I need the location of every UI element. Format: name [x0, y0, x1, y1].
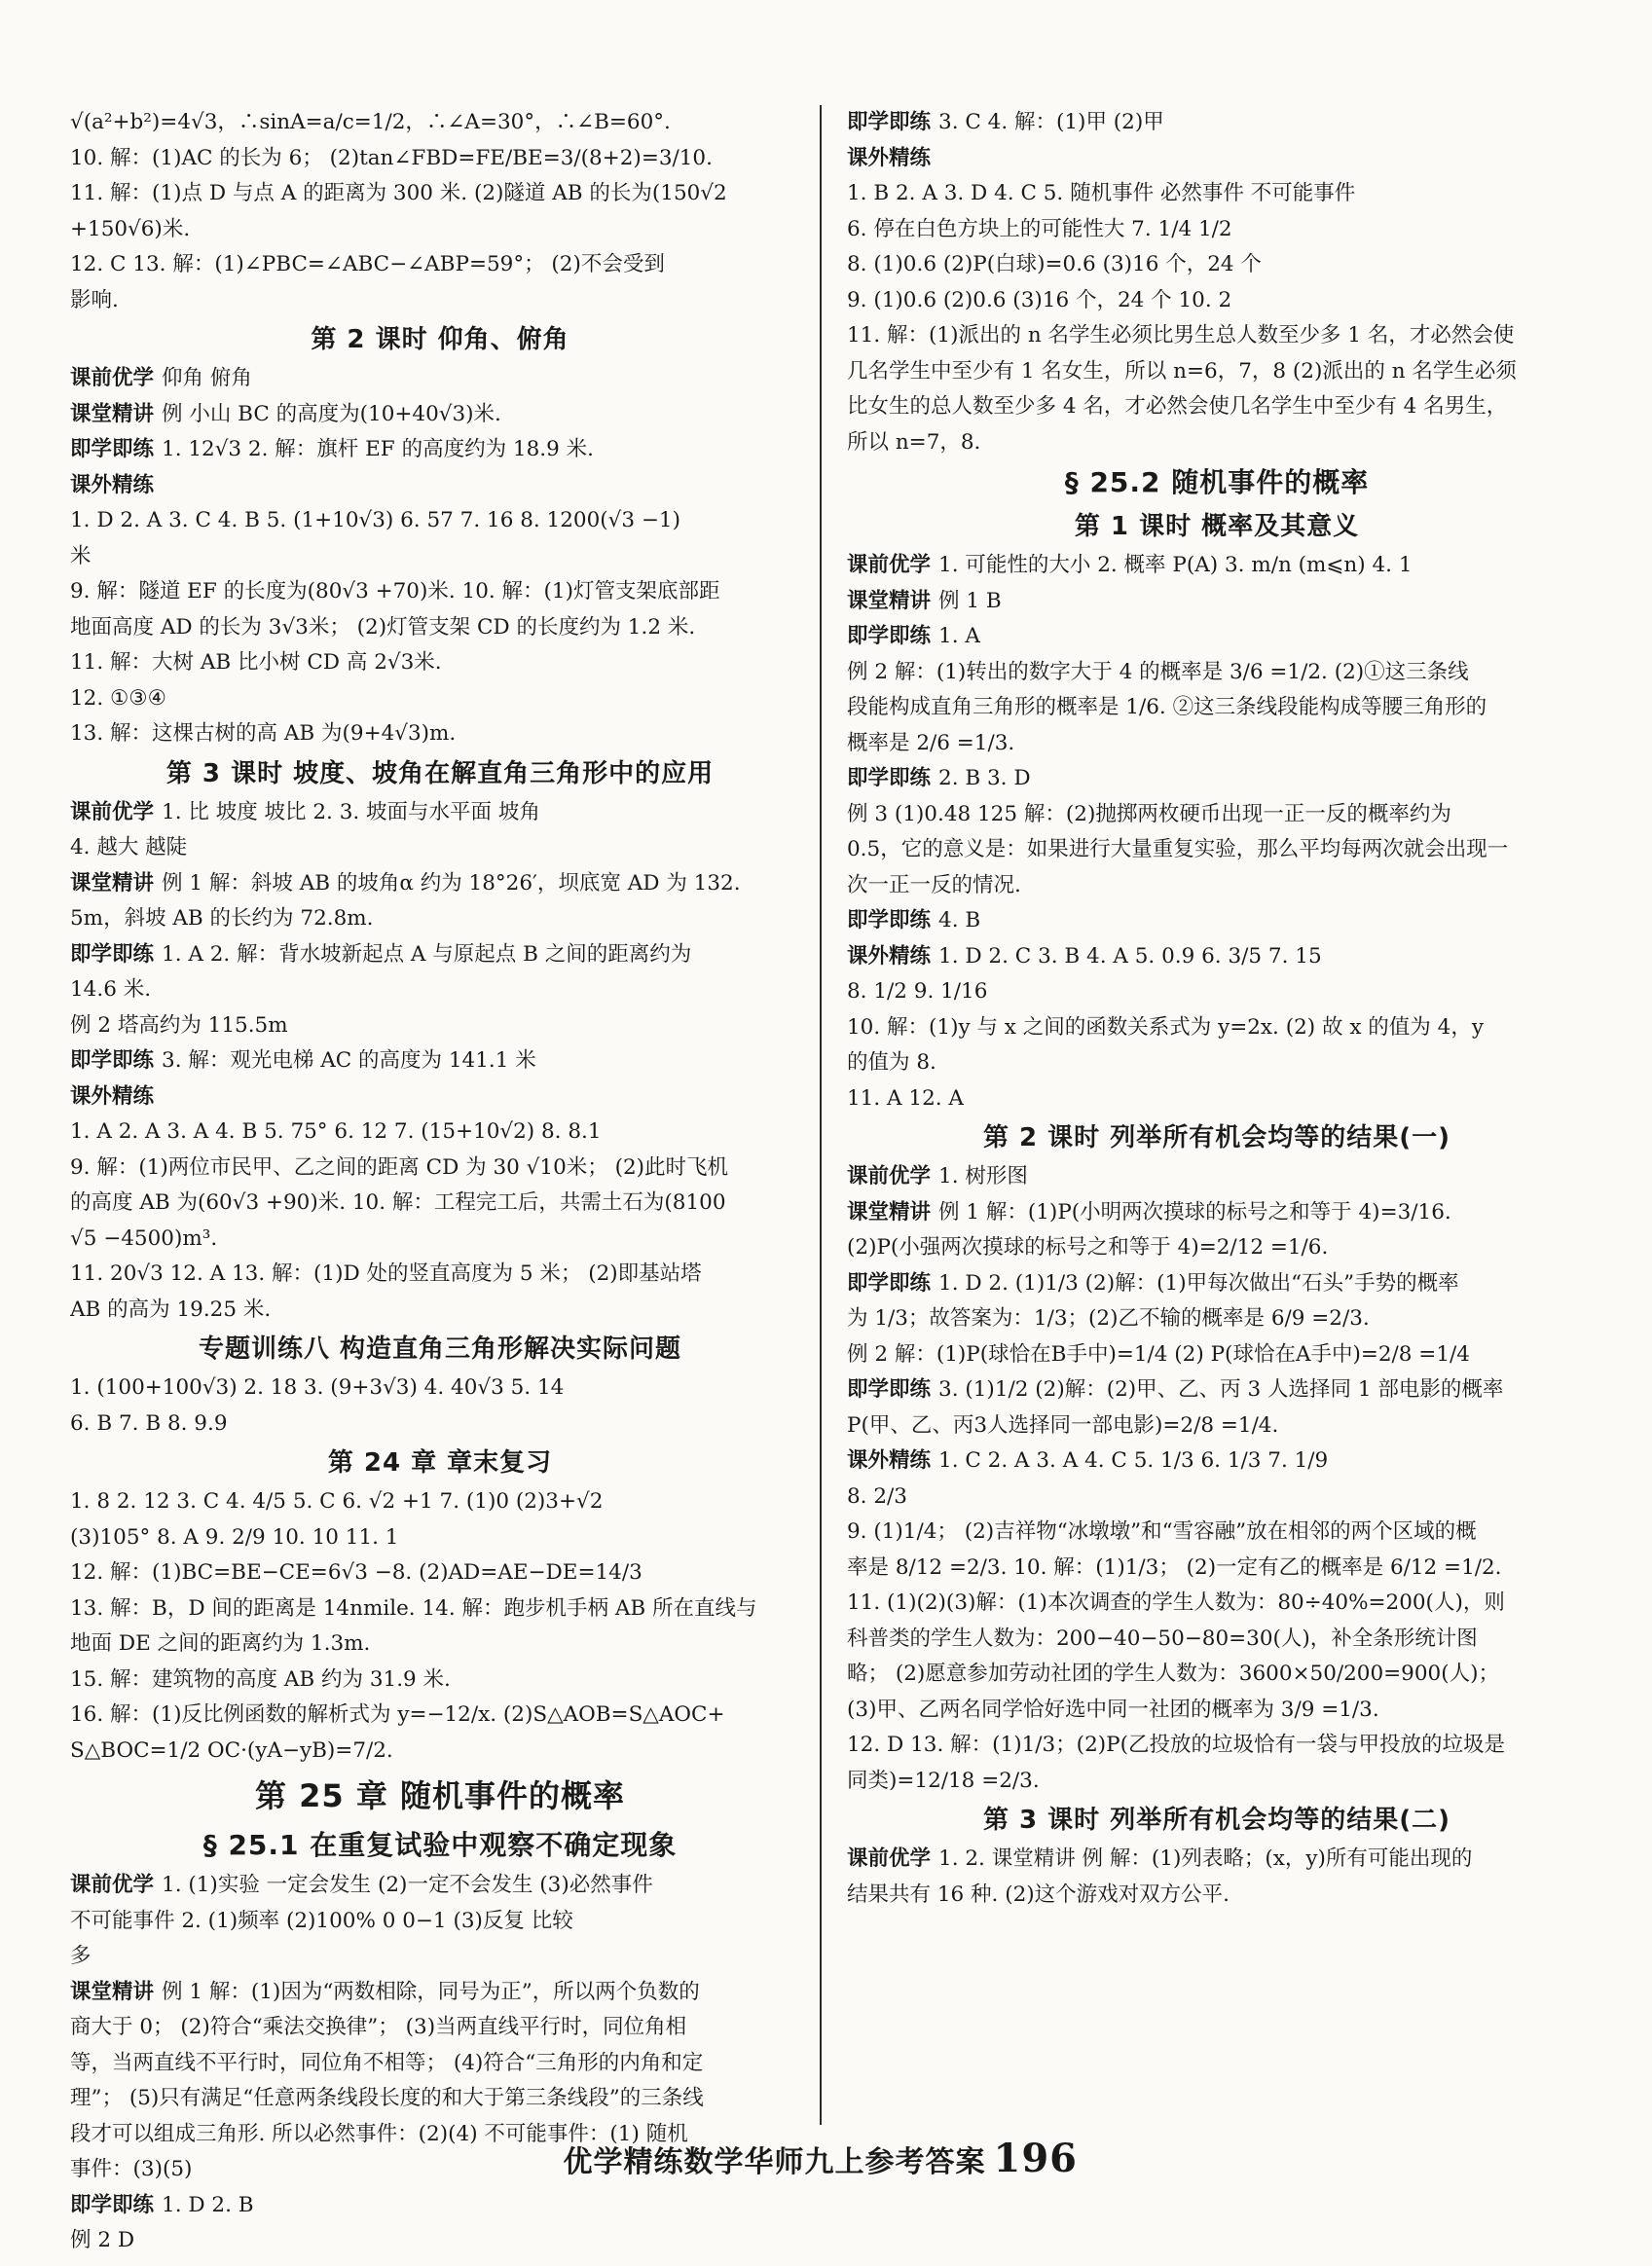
answer-label: 即学即练	[847, 766, 932, 790]
footer-title: 优学精练数学华师九上参考答案	[563, 2145, 986, 2179]
answer-line	[70, 432, 810, 468]
answer-text: 11. 解：(1)派出的 n 名学生必须比男生总人数至少多 1 名，才必然会使	[847, 323, 1515, 347]
answer-line	[70, 574, 810, 610]
answer-label: 即学即练	[70, 1048, 155, 1073]
answer-text: 2. B 3. D	[938, 766, 1031, 790]
answer-text: 第 1 课时 概率及其意义	[1074, 512, 1360, 541]
answer-text: 例 1 解：(1)P(小明两次摸球的标号之和等于 4)=3/16.	[938, 1199, 1451, 1224]
answer-text: 4. 越大 越陡	[70, 835, 188, 859]
answer-text: 13. 解：这棵古树的高 AB 为(9+4√3)m.	[70, 721, 457, 746]
answer-line	[847, 1586, 1587, 1622]
section-heading	[70, 1442, 810, 1484]
answer-text: 所以 n=7，8.	[847, 429, 981, 455]
answer-line	[70, 1407, 810, 1443]
answer-text: 米	[70, 543, 92, 568]
answer-label: 课外精练	[847, 145, 932, 170]
answer-line	[847, 176, 1587, 212]
answer-line	[70, 212, 810, 248]
answer-text: 1. 树形图	[938, 1164, 1028, 1188]
answer-line	[70, 539, 810, 575]
answer-line	[847, 797, 1587, 833]
answer-line	[847, 655, 1587, 691]
answer-text: 1. A 2. 解：背水坡新起点 A 与原起点 B 之间的距离约为	[162, 941, 692, 967]
answer-line	[847, 1266, 1587, 1302]
section-heading	[70, 752, 810, 795]
answer-line	[70, 361, 810, 397]
page-number: 196	[993, 2136, 1078, 2181]
answer-text: 3. C 4. 解：(1)甲 (2)甲	[938, 110, 1164, 134]
answer-text: (2)P(小强两次摸球的标号之和等于 4)=2/12 =1/6.	[847, 1235, 1329, 1260]
answer-text: 地面 DE 之间的距离约为 1.3m.	[70, 1631, 371, 1656]
answer-line	[70, 1151, 810, 1187]
answer-label: 课前优学	[70, 799, 155, 824]
answer-label: 课前优学	[847, 553, 932, 577]
answer-line	[847, 1010, 1587, 1046]
answer-line	[70, 2081, 810, 2117]
answer-line	[70, 1222, 810, 1258]
answer-line	[70, 681, 810, 717]
answer-line	[70, 397, 810, 433]
chapter-heading	[70, 1769, 810, 1823]
answer-label: 即学即练	[70, 941, 155, 967]
answer-label: 课堂精讲	[70, 870, 155, 895]
answer-label: 课堂精讲	[847, 1199, 932, 1224]
answer-line	[70, 1257, 810, 1293]
answer-line	[70, 1186, 810, 1222]
answer-text: 13. 解：B，D 间的距离是 14nmile. 14. 解：跑步机手柄 AB 所在直线与	[70, 1595, 757, 1621]
answer-label: 即学即练	[847, 908, 932, 932]
answer-text: 等，当两直线不平行时，同位角不相等； (4)符合“三角形的内角和定	[70, 2050, 704, 2075]
answer-line	[847, 832, 1587, 868]
answer-label: 课前优学	[847, 1164, 932, 1188]
answer-text: 11. 20√3 12. A 13. 解：(1)D 处的竖直高度为 5 米； (2)即基站塔	[70, 1261, 702, 1286]
answer-line	[847, 619, 1587, 655]
answer-label: 即学即练	[847, 1270, 932, 1296]
answer-line	[847, 318, 1587, 354]
answer-line	[70, 1555, 810, 1591]
answer-label: 课外精练	[847, 943, 932, 969]
answer-line	[70, 1520, 810, 1556]
answer-text: 专题训练八 构造直角三角形解决实际问题	[198, 1334, 682, 1364]
answer-text: 例 2 塔高约为 115.5m	[70, 1012, 288, 1038]
answer-text: 例 3 (1)0.48 125 解：(2)抛掷两枚硬币出现一正一反的概率约为	[847, 801, 1451, 826]
answer-text: 多	[70, 1944, 92, 1968]
answer-line	[847, 1842, 1587, 1878]
answer-line	[70, 2223, 810, 2259]
answer-text: √(a²+b²)=4√3，∴sinA=a/c=1/2，∴∠A=30°，∴∠B=60°.	[70, 110, 671, 134]
answer-text: § 25.2 随机事件的概率	[1064, 466, 1370, 498]
answer-text: 14.6 米.	[70, 977, 152, 1002]
answer-line	[847, 1081, 1587, 1117]
answer-line	[70, 901, 810, 937]
answer-line	[847, 761, 1587, 797]
answer-line	[847, 1408, 1587, 1444]
answer-line	[70, 1698, 810, 1734]
answer-line	[847, 212, 1587, 248]
answer-text: 例 1 B	[938, 588, 1002, 613]
answer-line	[70, 105, 810, 141]
answer-line	[70, 2046, 810, 2082]
answer-line	[70, 937, 810, 973]
answer-text: 为 1/3；故答案为：1/3；(2)乙不输的概率是 6/9 =2/3.	[847, 1306, 1370, 1331]
answer-text: 第 2 课时 仰角、俯角	[311, 325, 569, 354]
answer-text: 第 25 章 随机事件的概率	[255, 1777, 625, 1814]
section-heading	[847, 1799, 1587, 1842]
answer-text: 11. 解：(1)点 D 与点 A 的距离为 300 米. (2)隧道 AB 的长为(150√2	[70, 181, 727, 205]
answer-line	[70, 1371, 810, 1407]
answer-text: 1. 8 2. 12 3. C 4. 4/5 5. C 6. √2 +1 7. (1)0 (2)3+√2	[70, 1489, 604, 1514]
answer-text: 1. D 2. B	[162, 2192, 254, 2217]
answer-text: 11. (1)(2)(3)解：(1)本次调查的学生人数为：80÷40%=200(人)，则	[847, 1590, 1505, 1615]
answer-line	[847, 1337, 1587, 1373]
answer-text: 率是 8/12 =2/3. 10. 解：(1)1/3； (2)一定有乙的概率是 6/12 =1/2.	[847, 1554, 1502, 1580]
answer-label: 课外精练	[70, 472, 155, 497]
answer-text: § 25.1 在重复试验中观察不确定现象	[202, 1829, 678, 1861]
subsection-heading	[70, 1823, 810, 1868]
right-column	[847, 105, 1587, 1913]
answer-text: 9. (1)1/4； (2)吉祥物“冰墩墩”和“雪容融”放在相邻的两个区域的概	[847, 1519, 1477, 1544]
answer-line	[70, 610, 810, 646]
answer-text: 例 2 解：(1)P(球恰在B手中)=1/4 (2) P(球恰在A手中)=2/8 =1/4	[847, 1341, 1470, 1367]
section-heading	[847, 1116, 1587, 1159]
answer-text: 11. A 12. A	[847, 1085, 964, 1111]
answer-text: 概率是 2/6 =1/3.	[847, 730, 1015, 755]
answer-line	[70, 1626, 810, 1663]
answer-text: 3. (1)1/2 (2)解：(2)甲、乙、丙 3 人选择同 1 部电影的概率	[938, 1377, 1504, 1402]
answer-text: (3)105° 8. A 9. 2/9 10. 10 11. 1	[70, 1524, 399, 1550]
answer-line	[847, 1230, 1587, 1266]
answer-text: 8. (1)0.6 (2)P(白球)=0.6 (3)16 个，24 个	[847, 252, 1262, 276]
answer-line	[70, 1079, 810, 1115]
answer-line	[847, 1551, 1587, 1587]
answer-text: 8. 1/2 9. 1/16	[847, 979, 988, 1004]
answer-line	[847, 1195, 1587, 1231]
answer-line	[847, 1045, 1587, 1081]
answer-label: 即学即练	[847, 110, 932, 134]
answer-line	[70, 2188, 810, 2224]
answer-text: 1. D 2. A 3. C 4. B 5. (1+10√3) 6. 57 7. 16 8. 1200(√3 −1)	[70, 508, 680, 532]
answer-line	[70, 1663, 810, 1699]
answer-line	[847, 105, 1587, 141]
answer-line	[847, 1515, 1587, 1551]
answer-text: 12. D 13. 解：(1)1/3；(2)P(乙投放的垃圾恰有一袋与甲投放的垃圾是	[847, 1733, 1505, 1757]
answer-text: 事件：(3)(5)	[70, 2157, 193, 2181]
answer-text: 科普类的学生人数为：200−40−50−80=30(人)，补全条形统计图	[847, 1626, 1478, 1651]
answer-text: P(甲、乙、丙3人选择同一部电影)=2/8 =1/4.	[847, 1412, 1279, 1438]
answer-text: 段能构成直角三角形的概率是 1/6. ②这三条线段能构成等腰三角形的	[847, 695, 1487, 719]
answer-label: 课前优学	[847, 1846, 932, 1871]
answer-text: 1. 可能性的大小 2. 概率 P(A) 3. m/n (m⩽n) 4. 1	[938, 553, 1413, 577]
answer-line	[847, 1372, 1587, 1408]
answer-text: 3. 解：观光电梯 AC 的高度为 141.1 米	[162, 1048, 536, 1073]
answer-line	[847, 1693, 1587, 1729]
answer-text: 5m，斜坡 AB 的长约为 72.8m.	[70, 906, 374, 931]
answer-text: 例 1 解：斜坡 AB 的坡角α 约为 18°26′，坝底宽 AD 为 132.	[162, 870, 741, 895]
answer-label: 课外精练	[70, 1083, 155, 1109]
answer-line	[847, 354, 1587, 390]
answer-line	[70, 468, 810, 504]
answer-text: 仰角 俯角	[162, 366, 252, 390]
answer-line	[847, 283, 1587, 319]
answer-line	[70, 2010, 810, 2046]
answer-line	[847, 726, 1587, 762]
answer-text: 地面高度 AD 的长为 3√3米； (2)灯管支架 CD 的长度约为 1.2 米.	[70, 614, 696, 640]
answer-text: 理”； (5)只有满足“任意两条线段长度的和大于第三条线段”的三条线	[70, 2086, 704, 2110]
section-heading	[847, 505, 1587, 548]
answer-line	[847, 389, 1587, 425]
answer-line	[847, 903, 1587, 939]
answer-text: 比女生的总人数至少多 4 名，才必然会使几名学生中至少有 4 名男生，	[847, 394, 1508, 419]
answer-text: 略； (2)愿意参加劳动社团的学生人数为：3600×50/200=900(人)；	[847, 1662, 1499, 1686]
answer-label: 即学即练	[847, 1377, 932, 1402]
answer-text: 9. (1)0.6 (2)0.6 (3)16 个，24 个 10. 2	[847, 287, 1232, 312]
answer-line	[847, 1657, 1587, 1693]
answer-text: 的高度 AB 为(60√3 +90)米. 10. 解：工程完工后，共需土石为(8100	[70, 1190, 726, 1215]
answer-text: 12. ①③④	[70, 685, 166, 711]
answer-text: S△BOC=1/2 OC·(yA−yB)=7/2.	[70, 1737, 393, 1763]
answer-label: 课前优学	[70, 366, 155, 390]
answer-line	[70, 1115, 810, 1151]
answer-line	[70, 1484, 810, 1520]
answer-line	[70, 1975, 810, 2011]
answer-text: 1. D 2. C 3. B 4. A 5. 0.9 6. 3/5 7. 15	[938, 943, 1322, 969]
answer-text: 10. 解：(1)y 与 x 之间的函数关系式为 y=2x. (2) 故 x 的值为 4，y	[847, 1014, 1484, 1040]
answer-text: 第 24 章 章末复习	[327, 1448, 553, 1478]
answer-text: 例 2 D	[70, 2228, 135, 2252]
left-column	[70, 105, 810, 2259]
answer-line	[70, 283, 810, 319]
answer-line	[847, 939, 1587, 975]
column-divider	[820, 105, 822, 2125]
answer-line	[70, 1868, 810, 1904]
answer-text: 段才可以组成三角形. 所以必然事件：(2)(4) 不可能事件：(1) 随机	[70, 2121, 688, 2146]
answer-label: 课堂精讲	[847, 588, 932, 613]
answer-text: 1. B 2. A 3. D 4. C 5. 随机事件 必然事件 不可能事件	[847, 181, 1356, 205]
answer-text: 例 1 解：(1)因为“两数相除，同号为正”，所以两个负数的	[162, 1979, 700, 2004]
answer-text: 8. 2/3	[847, 1483, 907, 1509]
answer-line	[70, 1734, 810, 1770]
answer-line	[70, 503, 810, 539]
answer-text: 第 3 课时 列举所有机会均等的结果(二)	[982, 1806, 1450, 1835]
section-heading	[70, 1328, 810, 1371]
answer-text: 1. A	[938, 624, 980, 648]
answer-line	[847, 425, 1587, 461]
answer-line	[847, 868, 1587, 904]
answer-text: 9. 解：(1)两位市民甲、乙之间的距离 CD 为 30 √10米； (2)此时飞机	[70, 1154, 729, 1180]
answer-line	[847, 1622, 1587, 1658]
answer-text: 4. B	[938, 908, 981, 932]
answer-label: 即学即练	[847, 624, 932, 648]
answer-line	[70, 247, 810, 283]
answer-line	[847, 1878, 1587, 1914]
answer-line	[847, 548, 1587, 584]
answer-text: 1. D 2. (1)1/3 (2)解：(1)甲每次做出“石头”手势的概率	[938, 1270, 1459, 1296]
answer-text: 同类)=12/18 =2/3.	[847, 1768, 1040, 1793]
answer-line	[70, 1904, 810, 1940]
answer-line	[847, 1301, 1587, 1337]
subsection-heading	[847, 460, 1587, 505]
answer-text: 影响.	[70, 287, 119, 312]
answer-line	[70, 1008, 810, 1044]
answer-text: 例 小山 BC 的高度为(10+40√3)米.	[162, 401, 501, 426]
answer-text: AB 的高为 19.25 米.	[70, 1297, 272, 1322]
answer-line	[70, 972, 810, 1008]
answer-label: 课堂精讲	[70, 401, 155, 426]
answer-line	[847, 690, 1587, 726]
answer-text: 16. 解：(1)反比例函数的解析式为 y=−12/x. (2)S△AOB=S△AOC+	[70, 1702, 725, 1727]
answer-text: 结果共有 16 种. (2)这个游戏对双方公平.	[847, 1882, 1230, 1907]
answer-text: 例 2 解：(1)转出的数字大于 4 的概率是 3/6 =1/2. (2)①这三条线	[847, 659, 1469, 684]
answer-line	[847, 1764, 1587, 1800]
answer-label: 即学即练	[70, 2192, 155, 2217]
page-footer	[564, 2136, 1079, 2181]
answer-text: 6. B 7. B 8. 9.9	[70, 1410, 228, 1436]
answer-line	[847, 974, 1587, 1010]
section-heading	[70, 318, 810, 361]
answer-text: (3)甲、乙两名同学恰好选中同一社团的概率为 3/9 =1/3.	[847, 1697, 1379, 1722]
answer-line	[70, 1591, 810, 1627]
answer-text: 不可能事件 2. (1)频率 (2)100% 0 0−1 (3)反复 比较	[70, 1908, 573, 1933]
answer-text: 第 2 课时 列举所有机会均等的结果(一)	[982, 1123, 1450, 1152]
answer-text: 几名学生中至少有 1 名女生，所以 n=6，7，8 (2)派出的 n 名学生必须	[847, 358, 1517, 384]
answer-text: 9. 解：隧道 EF 的长度为(80√3 +70)米. 10. 解：(1)灯管支架底部距	[70, 579, 720, 603]
answer-line	[70, 795, 810, 831]
answer-text: 第 3 课时 坡度、坡角在解直角三角形中的应用	[165, 758, 715, 788]
answer-line	[70, 1939, 810, 1975]
answer-line	[70, 645, 810, 681]
answer-line	[847, 584, 1587, 620]
answer-text: 10. 解：(1)AC 的长为 6； (2)tan∠FBD=FE/BE=3/(8+2)=3/10.	[70, 145, 713, 170]
answer-text: +150√6)米.	[70, 216, 191, 241]
answer-text: 12. C 13. 解：(1)∠PBC=∠ABC−∠ABP=59°； (2)不会受到	[70, 252, 665, 276]
answer-text: 1. (100+100√3) 2. 18 3. (9+3√3) 4. 40√3 5. 14	[70, 1375, 565, 1400]
answer-line	[847, 1728, 1587, 1764]
answer-text: 11. 解：大树 AB 比小树 CD 高 2√3米.	[70, 650, 442, 675]
answer-text: 1. C 2. A 3. A 4. C 5. 1/3 6. 1/3 7. 1/9	[938, 1448, 1329, 1473]
answer-text: 1. 比 坡度 坡比 2. 3. 坡面与水平面 坡角	[162, 799, 540, 824]
answer-text: √5 −4500)m³.	[70, 1225, 218, 1251]
answer-label: 课前优学	[70, 1873, 155, 1897]
answer-text: 的值为 8.	[847, 1050, 936, 1075]
answer-line	[70, 830, 810, 866]
answer-label: 课外精练	[847, 1448, 932, 1473]
answer-line	[70, 141, 810, 177]
answer-label: 即学即练	[70, 437, 155, 461]
answer-text: 12. 解：(1)BC=BE−CE=6√3 −8. (2)AD=AE−DE=14/3	[70, 1560, 642, 1585]
answer-line	[847, 1159, 1587, 1195]
answer-line	[70, 866, 810, 902]
answer-text: 0.5，它的意义是：如果进行大量重复实验，那么平均每两次就会出现一	[847, 837, 1509, 861]
answer-text: 6. 停在白色方块上的可能性大 7. 1/4 1/2	[847, 216, 1232, 241]
answer-line	[70, 1043, 810, 1079]
answer-line	[847, 1480, 1587, 1516]
answer-line	[847, 141, 1587, 177]
answer-label: 课堂精讲	[70, 1979, 155, 2004]
answer-text: 1. 12√3 2. 解：旗杆 EF 的高度约为 18.9 米.	[162, 437, 594, 461]
answer-text: 1. A 2. A 3. A 4. B 5. 75° 6. 12 7. (15+10√2) 8. 8.1	[70, 1119, 602, 1144]
answer-text: 1. (1)实验 一定会发生 (2)一定不会发生 (3)必然事件	[162, 1873, 653, 1897]
answer-text: 15. 解：建筑物的高度 AB 约为 31.9 米.	[70, 1666, 451, 1692]
answer-line	[70, 1293, 810, 1329]
answer-text: 1. 2. 课堂精讲 例 解：(1)列表略；(x，y)所有可能出现的	[938, 1846, 1473, 1871]
answer-text: 次一正一反的情况.	[847, 872, 1021, 897]
answer-text: 商大于 0； (2)符合“乘法交换律”； (3)当两直线平行时，同位角相	[70, 2015, 687, 2039]
answer-line	[847, 247, 1587, 283]
answer-line	[70, 176, 810, 212]
answer-line	[847, 1444, 1587, 1480]
answer-line	[70, 716, 810, 752]
